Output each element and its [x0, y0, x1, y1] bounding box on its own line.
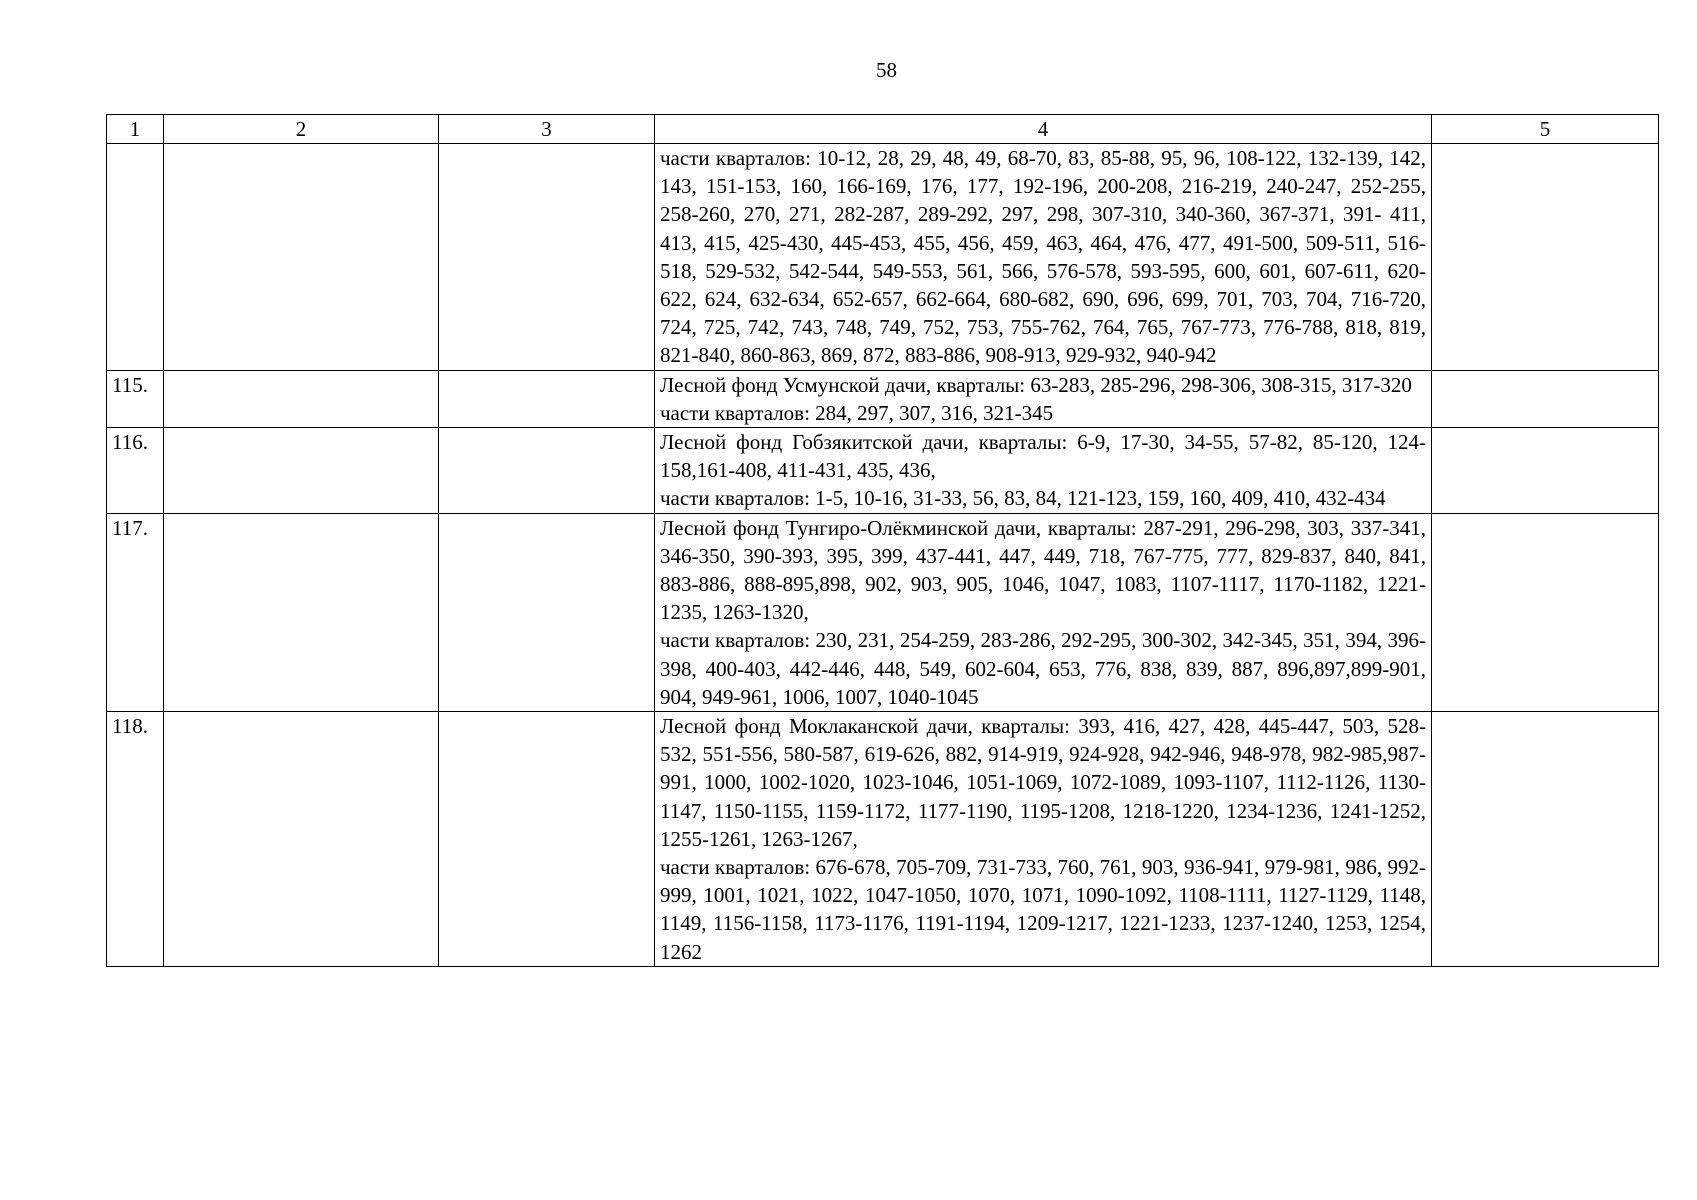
row-description: Лесной фонд Тунгиро-Олёкминской дачи, кварталы: 287-291, 296-298, 303, 337-341, 346-350, 390-393, 395, 399, 437-441, 447, 449, 718, 767-775, 777, 829-837, 840, 841, 883-886, 888-895,898, 902, 903, 905, 1046, 1047, 1083, 1107-1117, 1170-1182, 1221-1235, 1263-1320, [660, 515, 1426, 625]
table-row [107, 428, 1659, 514]
row-col-2 [164, 428, 439, 514]
table-row [107, 370, 1659, 427]
row-col-3 [439, 144, 655, 371]
row-description-cell [655, 428, 1432, 514]
row-quarter-parts: части кварталов: 230, 231, 254-259, 283-286, 292-295, 300-302, 342-345, 351, 394, 396-398, 400-403, 442-446, 448, 549, 602-604, 653, 776, 838, 839, 887, 896,897,899-901, 904, 949-961, 1006, 1007, 1040-1045 [660, 628, 1426, 709]
row-quarter-parts: части кварталов: 284, 297, 307, 316, 321-345 [660, 400, 1054, 425]
column-header-2: 2 [164, 115, 439, 144]
row-number [107, 144, 164, 371]
row-description: части кварталов: 10-12, 28, 29, 48, 49, 68-70, 83, 85-88, 95, 96, 108-122, 132-139, 142, 143, 151-153, 160, 166-169, 176, 177, 192-196, 200-208, 216-219, 240-247, 252-255, 258-260, 270, 271, 282-287, 289-292, 297, 298, 307-310, 340-360, 367-371, 391- 411, 413, 415, 425-430, 445-453, 455, 456, 459, 463, 464, 476, 477, 491-500, 509-511, 516-518, 529-532, 542-544, 549-553, 561, 566, 576-578, 593-595, 600, 601, 607-611, 620-622, 624, 632-634, 652-657, 662-664, 680-682, 690, 696, 699, 701, 703, 704, 716-720, 724, 725, 742, 743, 748, 749, 752, 753, 755-762, 764, 765, 767-773, 776-788, 818, 819, 821-840, 860-863, 869, 872, 883-886, 908-913, 929-932, 940-942 [660, 146, 1426, 368]
row-col-3 [439, 428, 655, 514]
row-number: 116. [107, 428, 164, 514]
row-col-2 [164, 370, 439, 427]
row-number: 118. [107, 712, 164, 967]
column-header-3: 3 [439, 115, 655, 144]
row-col-5 [1432, 428, 1659, 514]
row-col-3 [439, 513, 655, 711]
table-row [107, 513, 1659, 711]
row-col-5 [1432, 144, 1659, 371]
table-row [107, 144, 1659, 371]
row-description-cell [655, 513, 1432, 711]
column-header-4: 4 [655, 115, 1432, 144]
row-quarter-parts: части кварталов: 1-5, 10-16, 31-33, 56, 83, 84, 121-123, 159, 160, 409, 410, 432-434 [660, 486, 1386, 511]
row-col-2 [164, 513, 439, 711]
row-col-3 [439, 712, 655, 967]
row-col-5 [1432, 513, 1659, 711]
row-description: Лесной фонд Усмунской дачи, кварталы: 63-283, 285-296, 298-306, 308-315, 317-320 [660, 372, 1412, 397]
row-col-5 [1432, 370, 1659, 427]
row-col-2 [164, 712, 439, 967]
row-quarter-parts: части кварталов: 676-678, 705-709, 731-733, 760, 761, 903, 936-941, 979-981, 986, 992-999, 1001, 1021, 1022, 1047-1050, 1070, 1071, 1090-1092, 1108-1111, 1127-1129, 1148, 1149, 1156-1158, 1173-1176, 1191-1194, 1209-1217, 1221-1233, 1237-1240, 1253, 1254, 1262 [660, 855, 1426, 964]
row-description-cell [655, 712, 1432, 967]
row-description: Лесной фонд Гобзякитской дачи, кварталы: 6-9, 17-30, 34-55, 57-82, 85-120, 124-158,161-408, 411-431, 435, 436, [660, 430, 1426, 483]
row-number: 117. [107, 513, 164, 711]
page-number: 58 [876, 58, 897, 82]
row-col-2 [164, 144, 439, 371]
row-description: Лесной фонд Моклаканской дачи, кварталы: 393, 416, 427, 428, 445-447, 503, 528-532, 551-556, 580-587, 619-626, 882, 914-919, 924-928, 942-946, 948-978, 982-985,987-991, 1000, 1002-1020, 1023-1046, 1051-1069, 1072-1089, 1093-1107, 1112-1126, 1130-1147, 1150-1155, 1159-1172, 1177-1190, 1195-1208, 1218-1220, 1234-1236, 1241-1252, 1255-1261, 1263-1267, [660, 714, 1426, 851]
table-row [107, 712, 1659, 967]
column-header-1: 1 [107, 115, 164, 144]
table-header-row [107, 115, 1659, 144]
forest-fund-table [106, 114, 1659, 967]
row-col-5 [1432, 712, 1659, 967]
row-description-cell [655, 144, 1432, 371]
row-col-3 [439, 370, 655, 427]
row-description-cell [655, 370, 1432, 427]
row-number: 115. [107, 370, 164, 427]
column-header-5: 5 [1432, 115, 1659, 144]
